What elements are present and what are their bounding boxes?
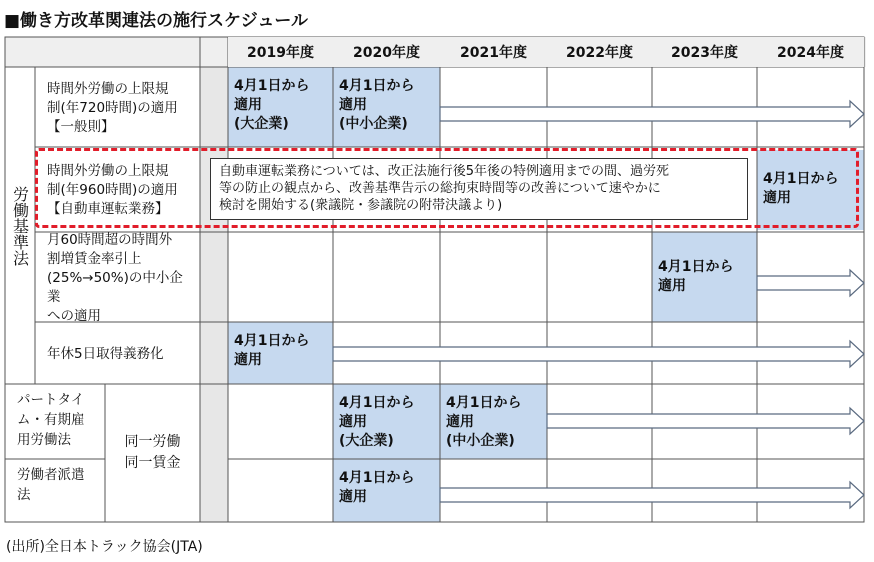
applied-dispatch-2020: 4月1日から 適用 <box>339 470 415 505</box>
year-header-2023: 2023年度 <box>652 37 757 67</box>
applied-parttime-2021: 4月1日から 適用 (中小企業) <box>446 395 522 449</box>
equal-pay-label: 同一労働 同一賃金 <box>124 434 181 471</box>
row-label-overtime-general: 時間外労働の上限規 制(年720時間)の適用 【一般則】 <box>47 80 178 135</box>
year-header-2019: 2019年度 <box>228 37 333 67</box>
year-header-2024: 2024年度 <box>757 37 864 67</box>
year-header-2021: 2021年度 <box>440 37 547 67</box>
year-header-2022: 2022年度 <box>547 37 652 67</box>
applied-premium-2023: 4月1日から 適用 <box>658 259 734 294</box>
part-time-law-label: パートタイ ム・有期雇 用労働法 <box>17 392 85 448</box>
source-footer: (出所)全日本トラック協会(JTA) <box>6 539 203 555</box>
row-label-paid-leave: 年休5日取得義務化 <box>47 345 164 362</box>
applied-leave-2019: 4月1日から 適用 <box>234 333 310 368</box>
page-title: ■働き方改革関連法の施行スケジュール <box>4 11 309 31</box>
arrow-row3 <box>757 270 864 296</box>
applied-general-2020: 4月1日から 適用 (中小企業) <box>339 78 415 132</box>
applied-general-2019: 4月1日から 適用 (大企業) <box>234 78 310 132</box>
labor-standards-law-label: 労働基準法 <box>10 185 30 266</box>
year-header-2020: 2020年度 <box>333 37 440 67</box>
highlight-driving-row <box>35 148 859 228</box>
arrow-row4 <box>333 341 864 367</box>
row-label-overtime-driving: 時間外労働の上限規 制(年960時間)の適用 【自動車運転業務】 <box>47 163 178 217</box>
arrow-row5 <box>547 408 864 434</box>
supplementary-resolution-note: 自動車運転業務については、改正法施行後5年後の特例適用までの間、過労死 等の防止の観点から、改善基準告示の総拘束時間等の改善について速やかに 検討を開始する(衆議院・参議院の附帯決議より) <box>210 158 748 220</box>
dispatch-law-label: 労働者派遣 法 <box>17 467 85 503</box>
applied-driving-2024: 4月1日から 適用 <box>763 171 839 206</box>
row-label-overtime-premium: 月60時間超の時間外 割増賃金率引上 (25%→50%)の中小企業 への適用 <box>47 231 183 324</box>
applied-parttime-2020: 4月1日から 適用 (大企業) <box>339 395 415 449</box>
